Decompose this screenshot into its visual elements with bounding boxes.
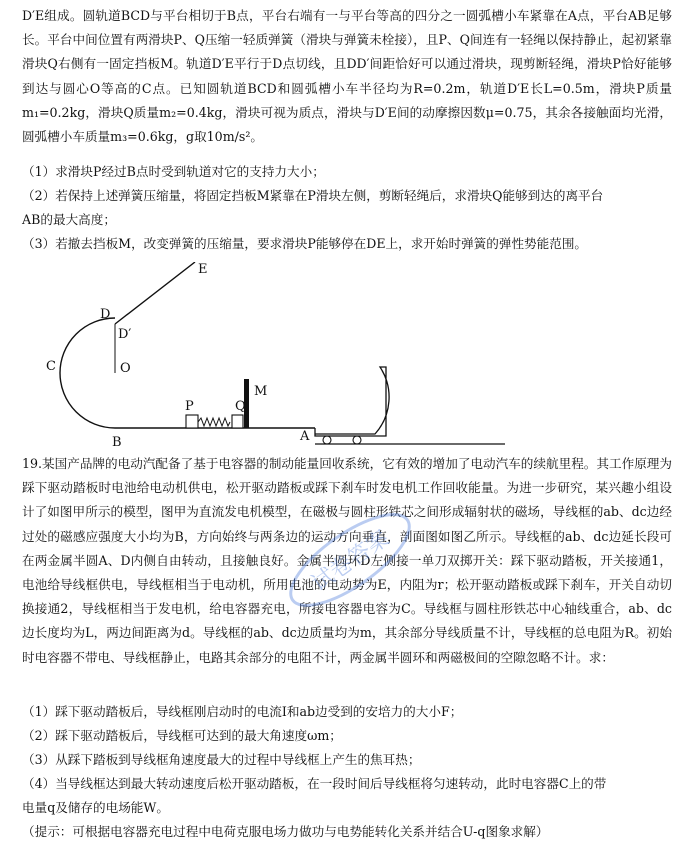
- problem19-question-4-cont: 电量q及储存的电场能W。: [22, 800, 169, 815]
- arc-cart: [315, 367, 389, 436]
- label-c: C: [46, 359, 56, 374]
- label-d-prime: D′: [118, 327, 132, 342]
- label-m: M: [254, 384, 268, 399]
- problem19-statement: 19.某国产品牌的电动汽配备了基于电容器的制动能量回收系统，它有效的增加了电动汽车的续航里程。其工作原理为踩下驱动踏板时电池给电动机供电，松开驱动踏板或踩下刹车时发电机工作回收能量。为进一步研究，某兴趣小组设计了如图甲所示的模型，图甲为直流发电机模型，在磁极与圆柱形铁芯之间形成辐射状的磁场，导线框的ab、dc边经过处的磁感应强度大小均为B，方向始终与两条边的运动方向垂直，剖面图如图乙所示。导线框的ab、dc边延长段可在两金属半圆A、D内侧自由转动，且接触良好。金属半圆环D左侧接一单刀双掷开关：踩下驱动踏板，开关接通1，电池给导线框供电，导线框相当于电动机，所用电池的电动势为E，内阻为r；松开驱动踏板或踩下刹车，开关自动切换接通2，导线框相当于发电机，给电容器充电，所接电容器电容为C。导线框与圆柱形铁芯中心轴线重合，ab、dc边长度均为L，两边间距离为d。导线框的ab、dc边质量均为m，其余部分导线质量不计，导线框的总电阻为R。初始时电容器不带电、导线框静止，电路其余部分的电阻不计，两金属半圆环和两磁极间的空隙忽略不计。求：: [22, 456, 672, 665]
- track-diagram: [30, 262, 510, 452]
- problem19-question-3: （3）从踩下踏板到导线框角速度最大的过程中导线框上产生的焦耳热；: [22, 752, 421, 767]
- problem18-question-1: （1）求滑块P经过B点时受到轨道对它的支持力大小；: [22, 164, 325, 179]
- problem19-question-1: （1）踩下驱动踏板后，导线框刚启动时的电流I和ab边受到的安培力的大小F；: [22, 704, 463, 719]
- problem19-question-4: （4）当导线框达到最大转动速度后松开驱动踏板，在一段时间后导线框将匀速转动，此时电容器C上的带: [22, 776, 607, 791]
- label-e: E: [198, 262, 208, 277]
- spring: [198, 418, 230, 426]
- watermark-text: 试卷答案: [307, 525, 395, 597]
- cart-wheel-right: [353, 436, 361, 444]
- arc-bcd: [60, 318, 115, 428]
- label-b: B: [112, 435, 122, 450]
- label-p: P: [185, 399, 194, 414]
- problem19-hint: （提示：可根据电容器充电过程中电荷克服电场力做功与电势能转化关系并结合U-q图象求解）: [22, 824, 549, 839]
- block-p: [186, 415, 198, 428]
- problem18-question-2: （2）若保持上述弹簧压缩量，将固定挡板M紧靠在P滑块左侧，剪断轻绳后，求滑块Q能够到达的离平台: [22, 188, 604, 203]
- rail-de: [115, 262, 195, 324]
- problem19-question-2: （2）踩下驱动踏板后，导线框可达到的最大角速度ωm；: [22, 728, 342, 743]
- block-q: [232, 415, 243, 428]
- label-a: A: [300, 429, 310, 444]
- label-q: Q: [235, 399, 246, 414]
- problem18-question-3: （3）若撤去挡板M，改变弹簧的压缩量，要求滑块P能够停在DE上，求开始时弹簧的弹性势能范围。: [22, 236, 588, 251]
- cart-wheel-left: [323, 436, 331, 444]
- problem18-statement: D′E组成。圆轨道BCD与平台相切于B点，平台右端有一与平台等高的四分之一圆弧槽小车紧靠在A点，平台AB足够长。平台中间位置有两滑块P、Q压缩一轻质弹簧（滑块与弹簧未栓接），且P、Q间连有一轻绳以保持静止，起初紧靠滑块Q右侧有一固定挡板M。轨道D′E平行于D点切线，且DD′间距恰好可以通过滑块，现剪断轻绳，滑块P恰好能够到达与圆心O等高的C点。已知圆轨道BCD和圆弧槽小车半径均为R=0.2m，轨道D′E长L=0.5m，滑块P质量m₁=0.2kg，滑块Q质量m₂=0.4kg，滑块可视为质点，滑块与D′E间的动摩擦因数μ=0.75，其余各接触面均光滑，圆弧槽小车质量m₃=0.6kg，g取10m/s²。: [22, 8, 672, 145]
- label-o: O: [120, 361, 131, 376]
- label-d: D: [100, 307, 111, 322]
- problem18-question-2-cont: AB的最大高度；: [22, 212, 116, 227]
